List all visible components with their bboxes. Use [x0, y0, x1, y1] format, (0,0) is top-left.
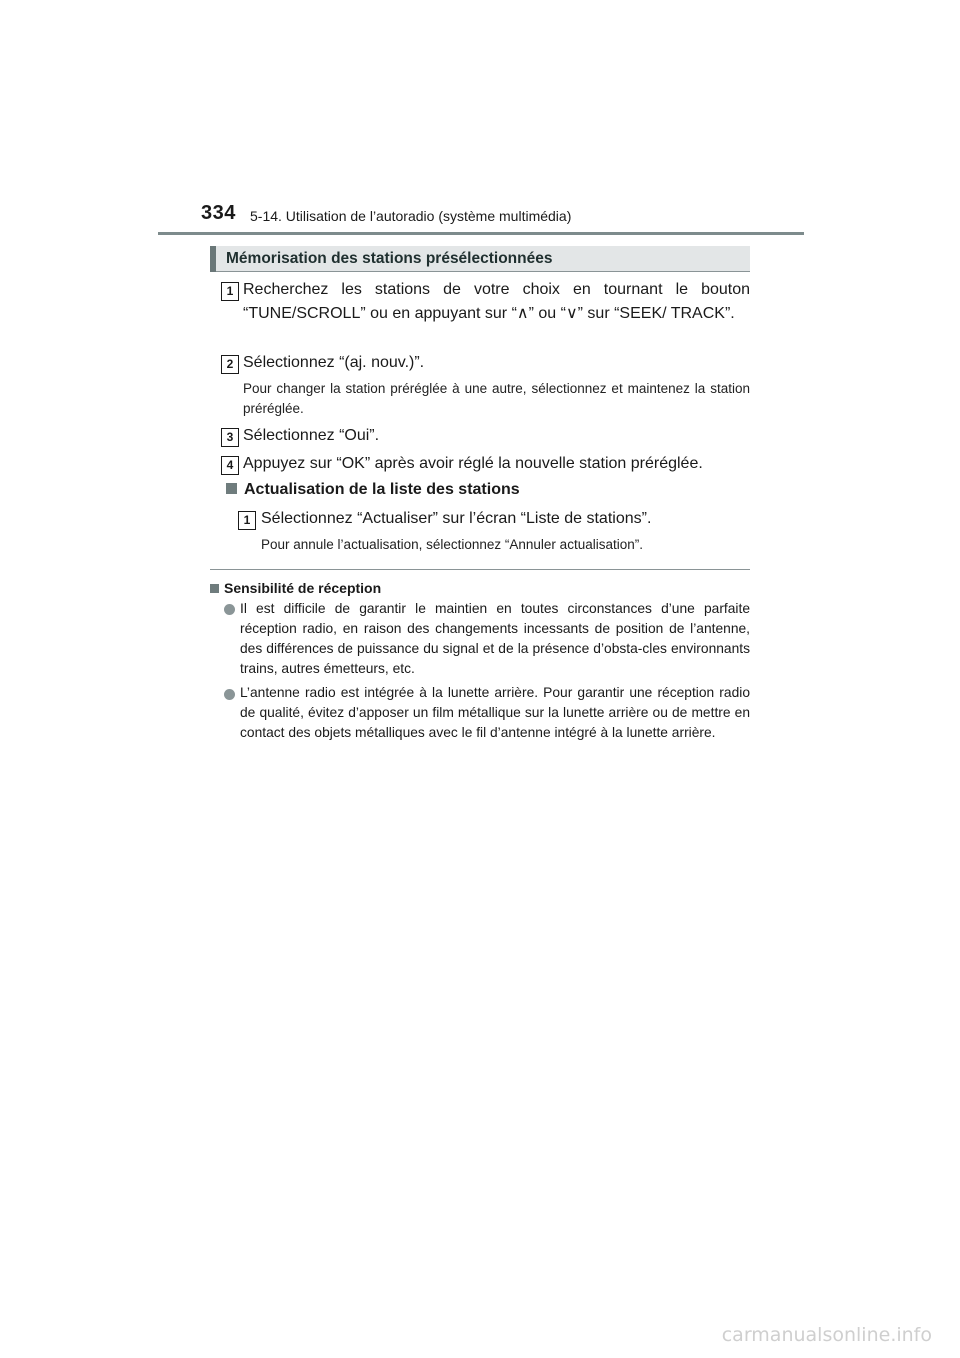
step-2-note: Pour changer la station préréglée à une autre, sélectionnez et maintenez la station préréglée. — [243, 381, 750, 416]
section-accent-bar — [210, 246, 216, 272]
subsection-heading — [226, 481, 520, 499]
notes-divider — [210, 569, 750, 570]
watermark: carmanualsonline.info — [721, 1324, 932, 1346]
notes-heading-text: Sensibilité de réception — [224, 580, 382, 596]
step-1-text: Recherchez les stations de votre choix en tournant le bouton “TUNE/SCROLL” ou en appuyant sur “∧” ou “∨” sur “SEEK/ TRACK”. — [243, 281, 750, 322]
step-2-text: Sélectionnez “(aj. nouv.)”. — [243, 354, 425, 371]
step-4-text: Appuyez sur “OK” après avoir réglé la nouvelle station préréglée. — [243, 455, 703, 472]
substep-1-text: Sélectionnez “Actualiser” sur l’écran “Liste de stations”. — [261, 510, 652, 527]
step-number-4: 4 — [221, 456, 239, 475]
header-rule — [158, 232, 804, 235]
circle-bullet-icon — [224, 604, 235, 615]
notes-heading — [210, 580, 381, 596]
square-bullet-icon — [226, 483, 237, 494]
substep-number-1: 1 — [238, 511, 256, 530]
page-number: 334 — [201, 202, 236, 224]
circle-bullet-icon — [224, 689, 235, 700]
square-bullet-icon — [210, 584, 219, 593]
section-title: Mémorisation des stations présélectionnées — [226, 250, 553, 267]
subsection-title: Actualisation de la liste des stations — [244, 481, 520, 498]
step-number-2: 2 — [221, 355, 239, 374]
note-bullet-2: L’antenne radio est intégrée à la lunette arrière. Pour garantir une réception radio de qualité, évitez d’apposer un film métallique sur la lunette arrière ou de mettre en contact des objets métalliques avec le fil d’antenne intégré à la lunette arrière. — [240, 685, 750, 740]
step-number-3: 3 — [221, 428, 239, 447]
step-3-text: Sélectionnez “Oui”. — [243, 427, 380, 444]
section-title-bar — [210, 246, 750, 272]
chapter-title: 5-14. Utilisation de l’autoradio (système multimédia) — [250, 208, 572, 224]
note-bullet-1: Il est difficile de garantir le maintien en toutes circonstances d’une parfaite réception radio, en raison des changements incessants de position de l’antenne, des différences de puissance du signal et de la présence d’obsta-cles environnants trains, autres émetteurs, etc. — [240, 601, 750, 676]
step-number-1: 1 — [221, 282, 239, 301]
substep-1-note: Pour annule l’actualisation, sélectionnez “Annuler actualisation”. — [261, 537, 643, 552]
